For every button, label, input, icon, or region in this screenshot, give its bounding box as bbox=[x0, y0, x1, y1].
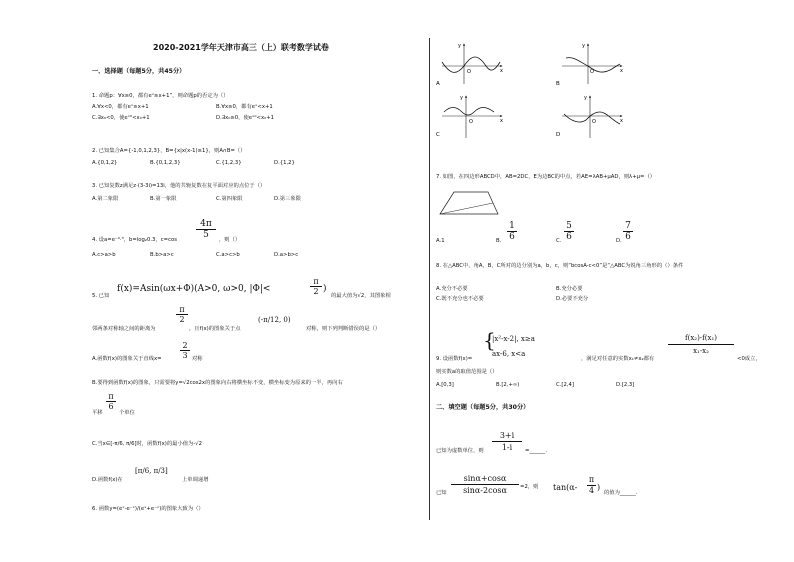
q11-frac-num: sinα+cosα bbox=[463, 474, 507, 483]
q5-d-tail: 上单调递增 bbox=[182, 477, 209, 483]
q8-option-b: B.充分必要 bbox=[556, 286, 583, 292]
q2-option-b: B.{0,1,2,3} bbox=[150, 160, 181, 166]
q4-stem: 4. 设a=e⁻⁰·³，b=log₂0.3，c=cos bbox=[92, 237, 177, 243]
q9-fraction bbox=[668, 332, 734, 357]
q5-option-b: B.要得到函数f(x)的图象，只需要将y=√2cos2x的图象向右将横坐标不变，横坐标变为原来的一半，再向右 bbox=[92, 380, 343, 386]
section-fill-heading: 二、填空题（每题5分，共30分） bbox=[436, 404, 530, 411]
q5-a-num: 2 bbox=[182, 341, 188, 350]
q11-tan-expr: tan(α- bbox=[553, 483, 578, 492]
graph-a-origin: O bbox=[467, 69, 471, 75]
q7-b-fraction bbox=[507, 221, 517, 242]
q9-tail: <0成立， bbox=[737, 356, 761, 362]
graph-c-x-label: x bbox=[500, 118, 503, 124]
q5-b-den: 6 bbox=[106, 401, 116, 411]
q5-d-interval: [π/6, π/3] bbox=[135, 467, 168, 475]
q4-frac-den: 5 bbox=[196, 229, 216, 240]
q4-option-a: A.c>a>b bbox=[92, 252, 116, 258]
graph-b-origin: O bbox=[590, 69, 594, 75]
q3-stem: 3. 已知复数z满足z·(3-3i)=13i，他的共轭复数在复平面对应的点位于（） bbox=[92, 183, 266, 189]
q7-c-den: 6 bbox=[564, 231, 574, 242]
q7-d-den: 6 bbox=[623, 231, 633, 242]
graph-a bbox=[436, 43, 503, 87]
q7-option-b: B. bbox=[496, 238, 502, 244]
q9-lead: 9. 设函数f(x)= bbox=[436, 356, 473, 362]
graph-b-label: B bbox=[556, 81, 560, 87]
q5-phi-num: π bbox=[313, 277, 319, 286]
graph-b-x-label: x bbox=[620, 68, 623, 74]
q5-half-fraction bbox=[176, 305, 188, 324]
q4-frac-num: 4π bbox=[200, 219, 212, 229]
q11-frac-den: sinα-2cosα bbox=[451, 484, 519, 496]
graph-b-y-label: y bbox=[582, 43, 585, 49]
column-divider bbox=[429, 38, 430, 520]
q7-c-num: 5 bbox=[566, 221, 572, 231]
q5-line2b: ，且f(x)的图象关于点 bbox=[189, 326, 241, 332]
q9-option-a: A.[0,3] bbox=[436, 382, 454, 388]
q5-phi-den: 2 bbox=[310, 286, 322, 296]
q5-b-fraction bbox=[106, 392, 116, 411]
q5-mid: 的最大值为√2，其图象相 bbox=[331, 293, 391, 299]
q11-mid: =2，则 bbox=[520, 484, 539, 490]
q5-b-tail: 个单位 bbox=[119, 410, 135, 416]
q5-lead: 5. 已知 bbox=[92, 293, 110, 299]
q7-option-d: D. bbox=[616, 238, 622, 244]
q2-option-a: A.{0,1,2} bbox=[92, 160, 118, 166]
graph-d-y-label: y bbox=[584, 95, 587, 101]
q11-pi-den: 4 bbox=[588, 486, 595, 495]
q9-option-d: D.[2,3] bbox=[616, 382, 635, 388]
q5-line2a: 邻两条对称轴之间的距离为 bbox=[92, 326, 156, 332]
q7-b-den: 6 bbox=[507, 231, 517, 242]
q8-option-a: A.充分不必要 bbox=[436, 286, 468, 292]
q10-fraction bbox=[492, 430, 522, 453]
q7-option-a: A.1 bbox=[436, 238, 445, 244]
q6-stem: 6. 函数y=(eˣ-e⁻ˣ)/(eˣ+e⁻ˣ)的图象大致为（） bbox=[92, 506, 204, 512]
q7-stem: 7. 如图，在四边形ABCD中，AB=2DC，E为边BC的中点，若AE=λAB+μAD，则λ+μ=（） bbox=[436, 174, 656, 180]
q9-line2: 则实数a的取值范围是（） bbox=[436, 369, 498, 375]
q4-fraction bbox=[196, 219, 216, 240]
q11-tail: 的值为______. bbox=[604, 490, 638, 496]
q9-frac-den: x₁-x₂ bbox=[668, 344, 734, 357]
q4-option-d: D.a>b>c bbox=[274, 252, 299, 258]
q9-option-b: B.[2,+∞) bbox=[496, 382, 520, 388]
q5-point: (-π/12, 0) bbox=[258, 316, 291, 324]
q5-formula: f(x)=Asin(ωx+Φ)(A>0, ω>0, |Φ|< bbox=[117, 284, 271, 294]
q11-pi-num: π bbox=[588, 475, 595, 484]
q5-a-den: 3 bbox=[180, 350, 190, 360]
graph-a-y-label: y bbox=[458, 43, 461, 49]
graph-a-x-label: x bbox=[500, 68, 503, 74]
q10-tail: =______. bbox=[525, 448, 548, 454]
q1-option-b: B.∀x≥0，都有eˣ<x+1 bbox=[216, 104, 273, 110]
q5-option-c: C.当x∈[-π/6, π/6]时，函数f(x)的最小值为-√2 bbox=[92, 441, 202, 447]
q5-a-fraction bbox=[180, 341, 190, 360]
q9-case1: |x²-x-2|, x≥a bbox=[492, 335, 535, 343]
q4-option-c: C.a>c>b bbox=[216, 252, 240, 258]
q10-frac-num: 3+i bbox=[499, 431, 515, 440]
q5-option-d: D.函数f(x)在 bbox=[92, 477, 123, 483]
q8-stem: 8. 在△ABC中，角A，B，C所对的边分别为a，b，c，则“bcosA-c<0”是“△ABC为锐角三角形的（）条件 bbox=[436, 263, 684, 269]
exam-title: 2020-2021学年天津市高三（上）联考数学试卷 bbox=[153, 43, 329, 52]
q5-line2c: 对称，则下列判断错误的是（） bbox=[306, 326, 381, 332]
q11-close-paren: ) bbox=[597, 483, 601, 492]
graph-c bbox=[436, 95, 503, 138]
q4-option-b: B.b>a>c bbox=[150, 252, 174, 258]
q9-brace: { bbox=[483, 328, 496, 352]
graph-c-origin: O bbox=[469, 119, 473, 125]
q5-half-den: 2 bbox=[176, 314, 188, 324]
q1-stem: 1. 命题p：∀x≥0，都有eˣ≥x+1”，则命题p的否定为（） bbox=[92, 93, 229, 99]
q3-option-b: B.第一象限 bbox=[150, 196, 177, 202]
q5-half-num: π bbox=[179, 305, 185, 314]
q4-tail: ，则（） bbox=[219, 237, 241, 243]
q7-b-num: 1 bbox=[509, 221, 515, 231]
q7-quadrilateral-figure bbox=[436, 186, 506, 220]
q5-b-num: π bbox=[108, 392, 114, 401]
q7-c-fraction bbox=[564, 221, 574, 242]
q7-d-num: 7 bbox=[625, 221, 631, 231]
q2-stem: 2. 已知集合A={-1,0,1,2,3}，B={x|x(x-1)≥1}，则A∩B=（） bbox=[92, 148, 246, 154]
q9-case2: ax-6, x<a bbox=[492, 350, 526, 358]
graph-c-label: C bbox=[436, 132, 440, 138]
q8-option-d: D.必要不充分 bbox=[556, 296, 589, 302]
q3-option-d: D.第三象限 bbox=[274, 196, 301, 202]
q5-b-line2: 平移 bbox=[92, 410, 103, 416]
q5-option-a: A.函数f(x)的图象关于直线x= bbox=[92, 356, 162, 362]
graph-c-y-label: y bbox=[460, 95, 463, 101]
q9-frac-num: f(x₂)-f(x₁) bbox=[685, 334, 717, 342]
q5-a-tail: 对称 bbox=[192, 356, 203, 362]
q7-option-c: C. bbox=[556, 238, 562, 244]
q1-option-d: D.∃x₀≥0，使eˣ⁰<x₀+1 bbox=[216, 115, 275, 121]
q5-close-paren: ) bbox=[323, 284, 327, 294]
q1-option-a: A.∀x<0，都有eˣ≥x+1 bbox=[92, 104, 149, 110]
q8-option-c: C.既不充分也不必要 bbox=[436, 296, 484, 302]
graph-b bbox=[556, 43, 623, 87]
q5-phi-fraction bbox=[310, 277, 322, 296]
q3-option-a: A.第二象限 bbox=[92, 196, 119, 202]
q9-mid: ，满足对任意的实数x₁≠x₂都有 bbox=[581, 356, 655, 362]
q1-option-c: C.∃x₀<0，使eˣ⁰<x₀+1 bbox=[92, 115, 150, 121]
q11-lead: 已知 bbox=[436, 490, 447, 496]
q6-graph-options bbox=[436, 40, 646, 145]
graph-d-x-label: x bbox=[620, 118, 623, 124]
section-choice-heading: 一、选择题（每题5分，共45分） bbox=[92, 68, 186, 75]
graph-d bbox=[556, 95, 623, 138]
q9-option-c: C.[2,4] bbox=[556, 382, 574, 388]
q11-pi-fraction bbox=[587, 475, 596, 496]
q3-option-c: C.第四象限 bbox=[216, 196, 243, 202]
graph-a-label: A bbox=[436, 81, 440, 87]
graph-d-label: D bbox=[556, 132, 561, 138]
q10-lead: 已知为虚数单位，则 bbox=[436, 448, 484, 454]
q11-fraction bbox=[451, 473, 519, 496]
q2-option-d: D.{1,2} bbox=[274, 160, 295, 166]
q7-d-fraction bbox=[623, 221, 633, 242]
graph-d-origin: O bbox=[592, 119, 596, 125]
q2-option-c: C.{1,2,3} bbox=[216, 160, 242, 166]
q10-frac-den: 1-i bbox=[492, 441, 522, 453]
